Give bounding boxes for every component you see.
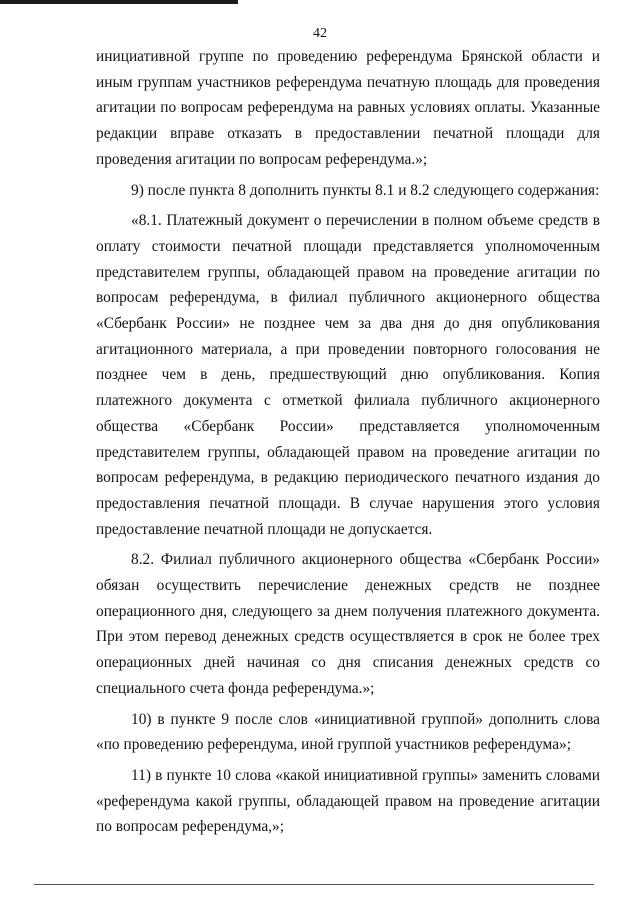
paragraph-item-10: 10) в пункте 9 после слов «инициативной группой» дополнить слова «по проведению референдума, иной группой участников референдума»;: [96, 710, 600, 754]
scan-edge-mark: [0, 0, 238, 4]
paragraph-continuation: инициативной группе по проведению референдума Брянской области и иным группам участников референдума печатную площадь для проведения агитации по вопросам референдума на равных условиях оплаты. Указанные редакции вправе отказать в предоставлении печатной площади для проведения агитации по вопросам референдума.»;: [96, 48, 600, 168]
paragraph-clause-8-2: 8.2. Филиал публичного акционерного общества «Сбербанк России» обязан осуществить перечисление денежных средств не позднее операционного дня, следующего за днем получения платежного документа. При этом перевод денежных средств осуществляется в срок не более трех операционных дней начиная со дня списания денежных средств со специального счета фонда референдума.»;: [96, 551, 600, 697]
paragraph-item-11: 11) в пункте 10 слова «какой инициативной группы» заменить словами «референдума какой группы, обладающей правом на проведение агитации по вопросам референдума,»;: [96, 766, 600, 836]
footer-rule: [34, 884, 594, 885]
paragraph-clause-8-1: «8.1. Платежный документ о перечислении в полном объеме средств в оплату стоимости печатной площади представляется уполномоченным представителем группы, обладающей правом на проведение агитации по вопросам референдума, в филиал публичного акционерного общества «Сбербанк России» не позднее чем за два дня до дня опубликования агитационного материала, а при проведении повторного голосования не позднее чем в день, предшествующий дню опубликования. Копия платежного документа с отметкой филиала публичного акционерного общества «Сбербанк России» представляется уполномоченным представителем группы, обладающей правом на проведение агитации по вопросам референдума, в редакцию периодического печатного издания до предоставления печатной площади. В случае нарушения этого условия предоставление печатной площади не допускается.: [96, 212, 600, 538]
document-body: [96, 44, 600, 840]
page-number: 42: [313, 26, 327, 41]
paragraph-item-9: 9) после пункта 8 дополнить пункты 8.1 и 8.2 следующего содержания:: [131, 181, 600, 199]
